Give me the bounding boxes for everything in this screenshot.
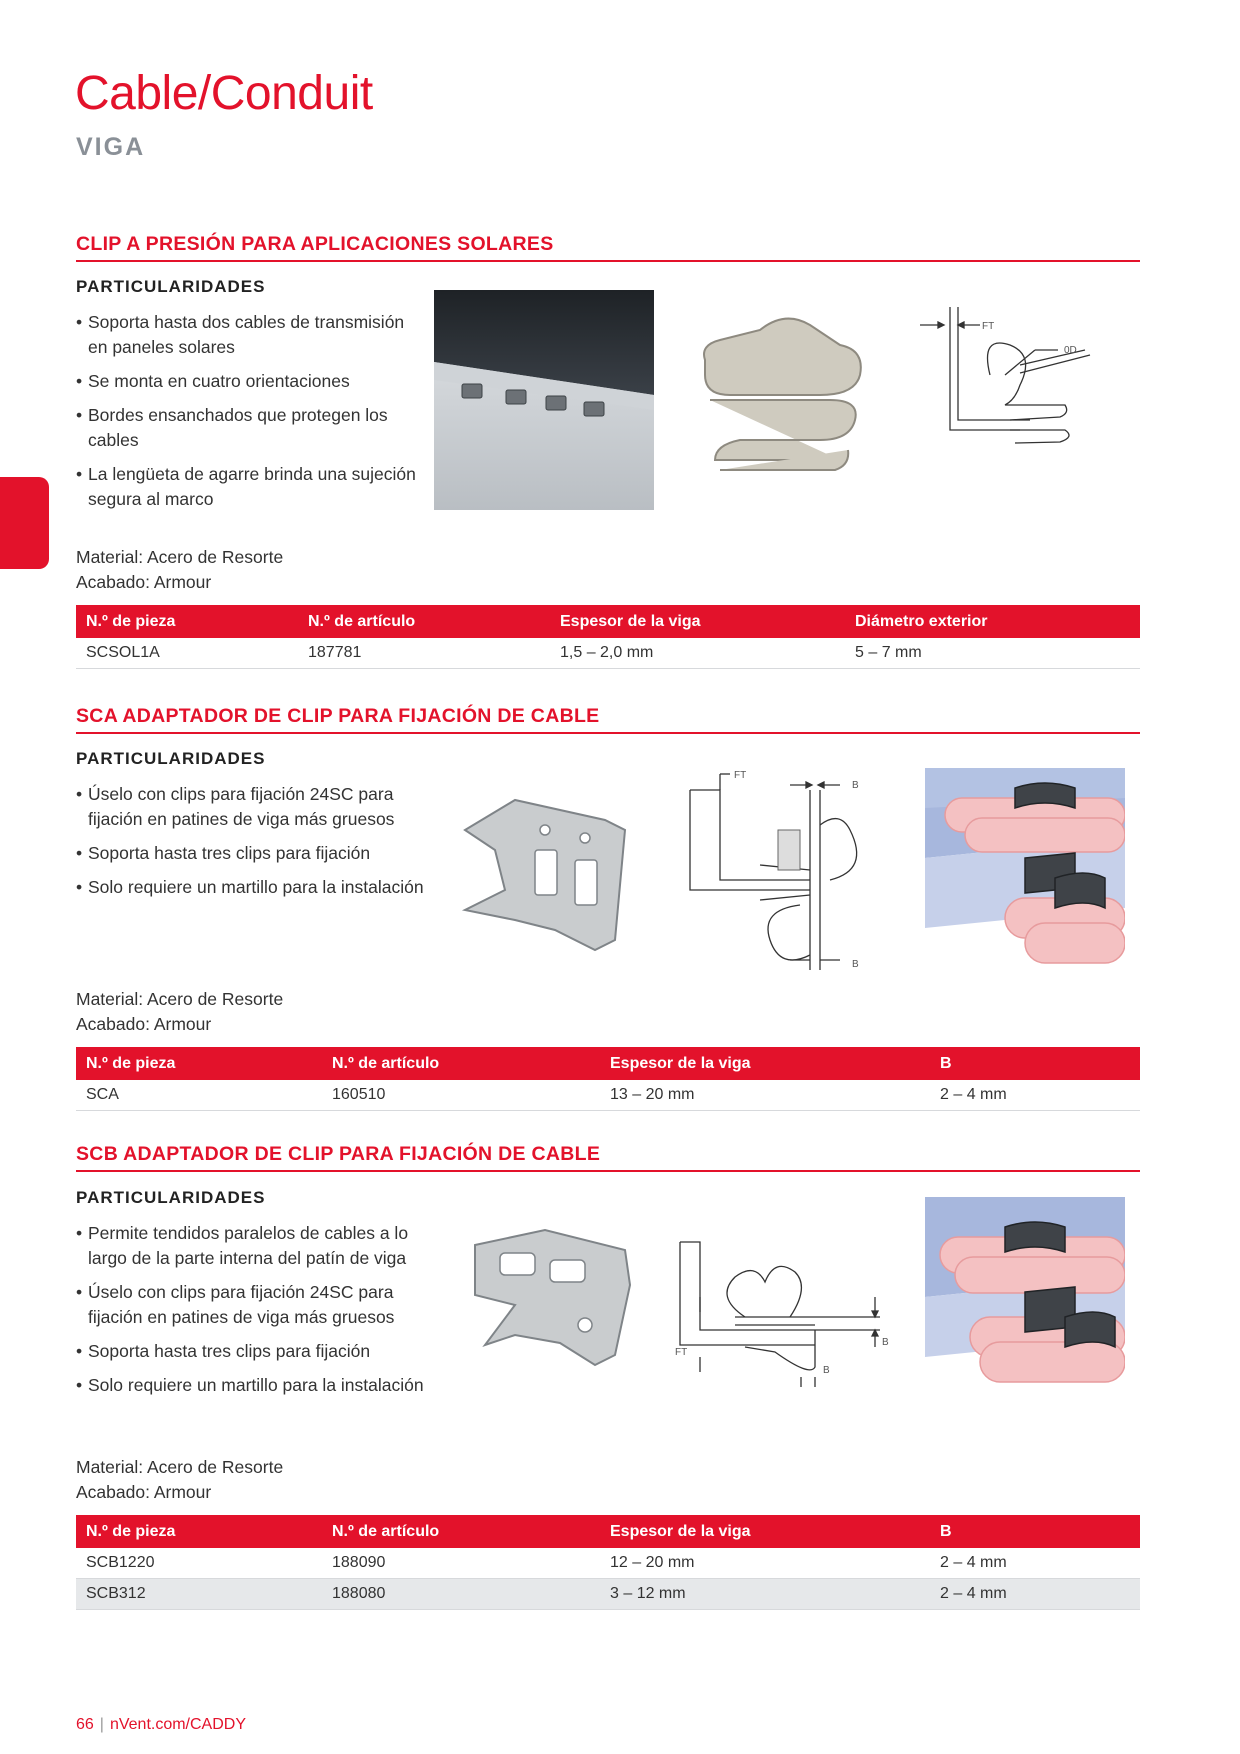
table-cell: 5 – 7 mm xyxy=(845,638,1140,669)
sca-clip-diagram xyxy=(680,770,890,975)
col-header: N.º de artículo xyxy=(322,1515,600,1548)
table-row xyxy=(76,1548,1140,1579)
spec-table-scb xyxy=(76,1515,1140,1610)
scb-clip-diagram xyxy=(675,1237,890,1387)
feature-item: • Solo requiere un martillo para la instalación xyxy=(76,1373,441,1398)
feature-item: • Solo requiere un martillo para la instalación xyxy=(76,875,441,900)
spec-table-solar xyxy=(76,605,1140,669)
section-title-scb: SCB ADAPTADOR DE CLIP PARA FIJACIÓN DE CABLE xyxy=(76,1143,1140,1172)
col-header: B xyxy=(930,1515,1140,1548)
feature-list xyxy=(76,310,426,521)
section-title-solar-clip: CLIP A PRESIÓN PARA APLICACIONES SOLARES xyxy=(76,233,1140,262)
ft-label: FT xyxy=(982,321,995,332)
feature-item: • Úselo con clips para fijación 24SC para fijación en patines de viga más gruesos xyxy=(76,1280,441,1330)
col-header: B xyxy=(930,1047,1140,1080)
page-number: 66 xyxy=(76,1716,94,1733)
col-header: Espesor de la viga xyxy=(600,1515,930,1548)
features-heading: PARTICULARIDADES xyxy=(76,749,266,768)
solar-clip-photo xyxy=(690,300,890,480)
material-text: Material: Acero de Resorte xyxy=(76,547,284,567)
table-cell: 13 – 20 mm xyxy=(600,1080,930,1111)
material-text: Material: Acero de Resorte xyxy=(76,989,284,1009)
table-cell: 2 – 4 mm xyxy=(930,1579,1140,1610)
finish-text: Acabado: Armour xyxy=(76,1482,212,1502)
page-title: Cable/Conduit xyxy=(75,67,373,120)
feature-item: • Soporta hasta tres clips para fijación xyxy=(76,1339,441,1364)
feature-list xyxy=(76,782,441,909)
ft-label: FT xyxy=(734,770,747,781)
solar-panel-photo xyxy=(434,290,654,510)
footer-separator: | xyxy=(99,1716,104,1733)
features-heading: PARTICULARIDADES xyxy=(76,277,266,296)
feature-item: • Permite tendidos paralelos de cables a lo largo de la parte interna del patín de viga xyxy=(76,1221,441,1271)
feature-item: • Soporta hasta tres clips para fijación xyxy=(76,841,441,866)
col-header: Espesor de la viga xyxy=(600,1047,930,1080)
section-tab-marker xyxy=(0,477,49,569)
col-header: Diámetro exterior xyxy=(845,605,1140,638)
page-footer xyxy=(76,1716,246,1734)
feature-item: • Se monta en cuatro orientaciones xyxy=(76,369,426,394)
solar-clip-diagram xyxy=(920,305,1130,455)
feature-list xyxy=(76,1221,441,1407)
table-cell: 12 – 20 mm xyxy=(600,1548,930,1579)
table-cell: 1,5 – 2,0 mm xyxy=(550,638,845,669)
col-header: N.º de pieza xyxy=(76,605,298,638)
feature-item: • La lengüeta de agarre brinda una sujeción segura al marco xyxy=(76,462,426,512)
footer-url[interactable]: nVent.com/CADDY xyxy=(109,1716,247,1733)
spec-table-sca xyxy=(76,1047,1140,1111)
table-cell: 3 – 12 mm xyxy=(600,1579,930,1610)
table-cell: SCSOL1A xyxy=(76,638,298,669)
table-cell: SCA xyxy=(76,1080,322,1111)
table-cell: 160510 xyxy=(322,1080,600,1111)
col-header: Espesor de la viga xyxy=(550,605,845,638)
od-label: 0D xyxy=(1064,345,1077,356)
sca-clip-photo xyxy=(455,790,655,960)
b-label: B xyxy=(823,1365,830,1376)
b-label: B xyxy=(882,1337,889,1348)
page-subtitle: VIGA xyxy=(76,133,146,161)
feature-item: • Úselo con clips para fijación 24SC para fijación en patines de viga más gruesos xyxy=(76,782,441,832)
table-cell: 187781 xyxy=(298,638,550,669)
table-cell: 188090 xyxy=(322,1548,600,1579)
section-title-sca: SCA ADAPTADOR DE CLIP PARA FIJACIÓN DE CABLE xyxy=(76,705,1140,734)
table-cell: 2 – 4 mm xyxy=(930,1080,1140,1111)
col-header: N.º de artículo xyxy=(322,1047,600,1080)
scb-install-illustration xyxy=(925,1197,1125,1407)
table-row xyxy=(76,1080,1140,1111)
finish-text: Acabado: Armour xyxy=(76,1014,212,1034)
b-label: B xyxy=(852,959,859,970)
table-cell: 188080 xyxy=(322,1579,600,1610)
col-header: N.º de pieza xyxy=(76,1047,322,1080)
b-label: B xyxy=(852,780,859,791)
table-row xyxy=(76,638,1140,669)
finish-text: Acabado: Armour xyxy=(76,572,212,592)
feature-item: • Soporta hasta dos cables de transmisión en paneles solares xyxy=(76,310,426,360)
feature-item: • Bordes ensanchados que protegen los cables xyxy=(76,403,426,453)
table-cell: SCB1220 xyxy=(76,1548,322,1579)
scb-clip-photo xyxy=(455,1225,655,1380)
features-heading: PARTICULARIDADES xyxy=(76,1188,266,1207)
table-row xyxy=(76,1579,1140,1610)
col-header: N.º de pieza xyxy=(76,1515,322,1548)
material-text: Material: Acero de Resorte xyxy=(76,1457,284,1477)
sca-install-illustration xyxy=(925,768,1125,973)
ft-label: FT xyxy=(675,1347,688,1358)
table-cell: 2 – 4 mm xyxy=(930,1548,1140,1579)
table-cell: SCB312 xyxy=(76,1579,322,1610)
col-header: N.º de artículo xyxy=(298,605,550,638)
